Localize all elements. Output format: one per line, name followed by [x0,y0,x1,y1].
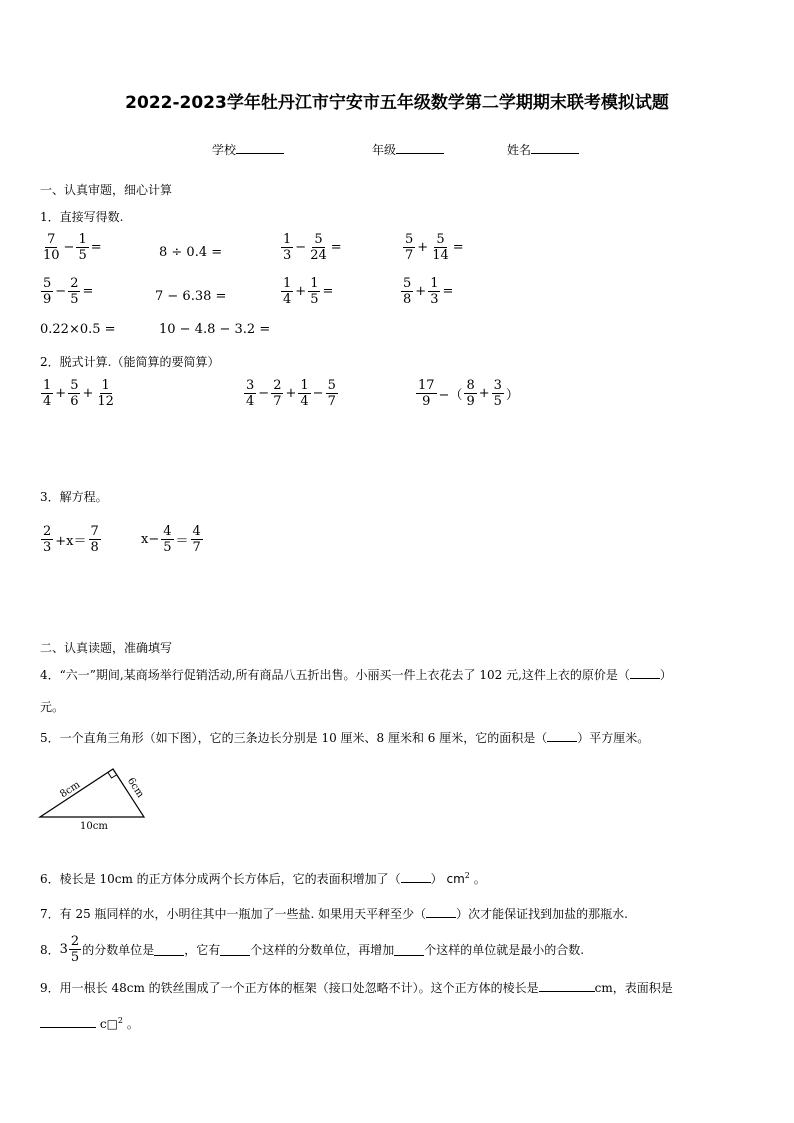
q1-r3-b: 10 − 4.8 − 3.2 = [159,322,271,337]
grade-field[interactable] [372,141,444,158]
q3-eq2: x− $\frac{4}{5}$ ＝ $\frac{4}{7}$ [141,524,201,555]
page-title: 2022-2023学年牡丹江市宁安市五年级数学第二学期期末联考模拟试题 [125,93,669,113]
q9-line1: 9．用一根长 48cm 的铁丝围成了一个正方体的框架（接口处忽略不计）。这个正方体的棱长是 cm，表面积是 [40,981,673,995]
q2-expr2: $\frac{3}{4}$ − $\frac{2}{7}$ + $\frac{1}{4}$ − $\frac{5}{7}$ [246,378,336,409]
q1-r2-d: $\frac{5}{8}$ + $\frac{1}{3}$ = [403,276,454,307]
q5-blank[interactable] [547,730,577,742]
school-label: 学校 [212,143,237,157]
q6-unit-sup: 2 [464,871,470,880]
grade-blank[interactable] [396,141,444,154]
q1-r1-d: $\frac{5}{7}$ + $\frac{5}{14}$ = [405,232,464,263]
name-field[interactable] [507,141,579,158]
name-blank[interactable] [531,141,579,154]
q1-r1-a: $\frac{7}{10}$ − $\frac{1}{5}$ = [43,232,102,263]
q4-line1: 4．“六一”期间,某商场举行促销活动,所有商品八五折出售。小丽买一件上衣花去了 102 元,这件上衣的原价是（ ） [40,668,672,682]
q7: 7．有 25 瓶同样的水，小明往其中一瓶加了一些盐. 如果用天平秤至少（ ）次才能保证找到加盐的那瓶水. [40,907,628,921]
q1-r3-a: 0.22×0.5 = [40,322,116,337]
grade-label: 年级 [372,143,397,157]
right-triangle-figure [36,764,152,834]
q8-blank2[interactable] [220,944,250,956]
school-blank[interactable] [236,141,284,154]
q6-unit: cm [446,872,465,886]
q1-r2-a: $\frac{5}{9}$ − $\frac{2}{5}$ = [43,276,94,307]
q4-line2: 元。 [40,700,65,714]
q8-blank1[interactable] [154,944,184,956]
q4-blank[interactable] [630,667,660,679]
q8: 8． 3 $\frac{2}{5}$ 的分数单位是 ，它有 个这样的分数单位，再增加 个这样的单位就是最小的合数. [40,934,585,965]
q2-expr3: $\frac{17}{9}$ −（ $\frac{8}{9}$ + $\frac{3}{5}$ ） [418,378,519,409]
q3-eq1: $\frac{2}{3}$ +x＝ $\frac{7}{8}$ [43,524,99,555]
q5: 5．一个直角三角形（如下图），它的三条边长分别是 10 厘米、8 厘米和 6 厘米，它的面积是（ ）平方厘米。 [40,731,650,745]
section1-heading: 一、认真审题，细心计算 [40,183,173,197]
q7-blank[interactable] [426,906,456,918]
q1-r2-c: $\frac{1}{4}$ + $\frac{1}{5}$ = [283,276,334,307]
q1-label: 1．直接写得数. [40,210,124,224]
q9-missing-glyph-box: □ [106,1017,118,1031]
q1-r1-b: 8 ÷ 0.4 = [159,245,223,260]
triangle-side-10cm: 10cm [80,821,108,832]
q6-blank[interactable] [401,871,431,883]
q2-expr1: $\frac{1}{4}$ + $\frac{5}{6}$ + $\frac{1}{12}$ [43,378,114,409]
name-label: 姓名 [507,143,532,157]
q9-line2: c□$^2$ 。 [40,1015,139,1032]
q9-blank2[interactable] [40,1016,96,1028]
q6: 6．棱长是 10cm 的正方体分成两个长方体后，它的表面积增加了（ ） $cm^2$ 。 [40,871,486,886]
q9-blank1[interactable] [539,980,595,992]
q2-label: 2．脱式计算.（能简算的要简算） [40,355,220,369]
q1-r2-b: 7 − 6.38 = [155,289,227,304]
triangle-side-6cm: 6cm [124,775,146,800]
q1-r1-c: $\frac{1}{3}$ − $\frac{5}{24}$ = [283,232,342,263]
school-field[interactable] [212,141,284,158]
q3-label: 3．解方程。 [40,490,108,504]
q8-blank3[interactable] [394,944,424,956]
triangle-side-8cm: 8cm [58,779,83,801]
section2-heading: 二、认真读题，准确填写 [40,641,173,655]
triangle-shape [40,769,144,817]
